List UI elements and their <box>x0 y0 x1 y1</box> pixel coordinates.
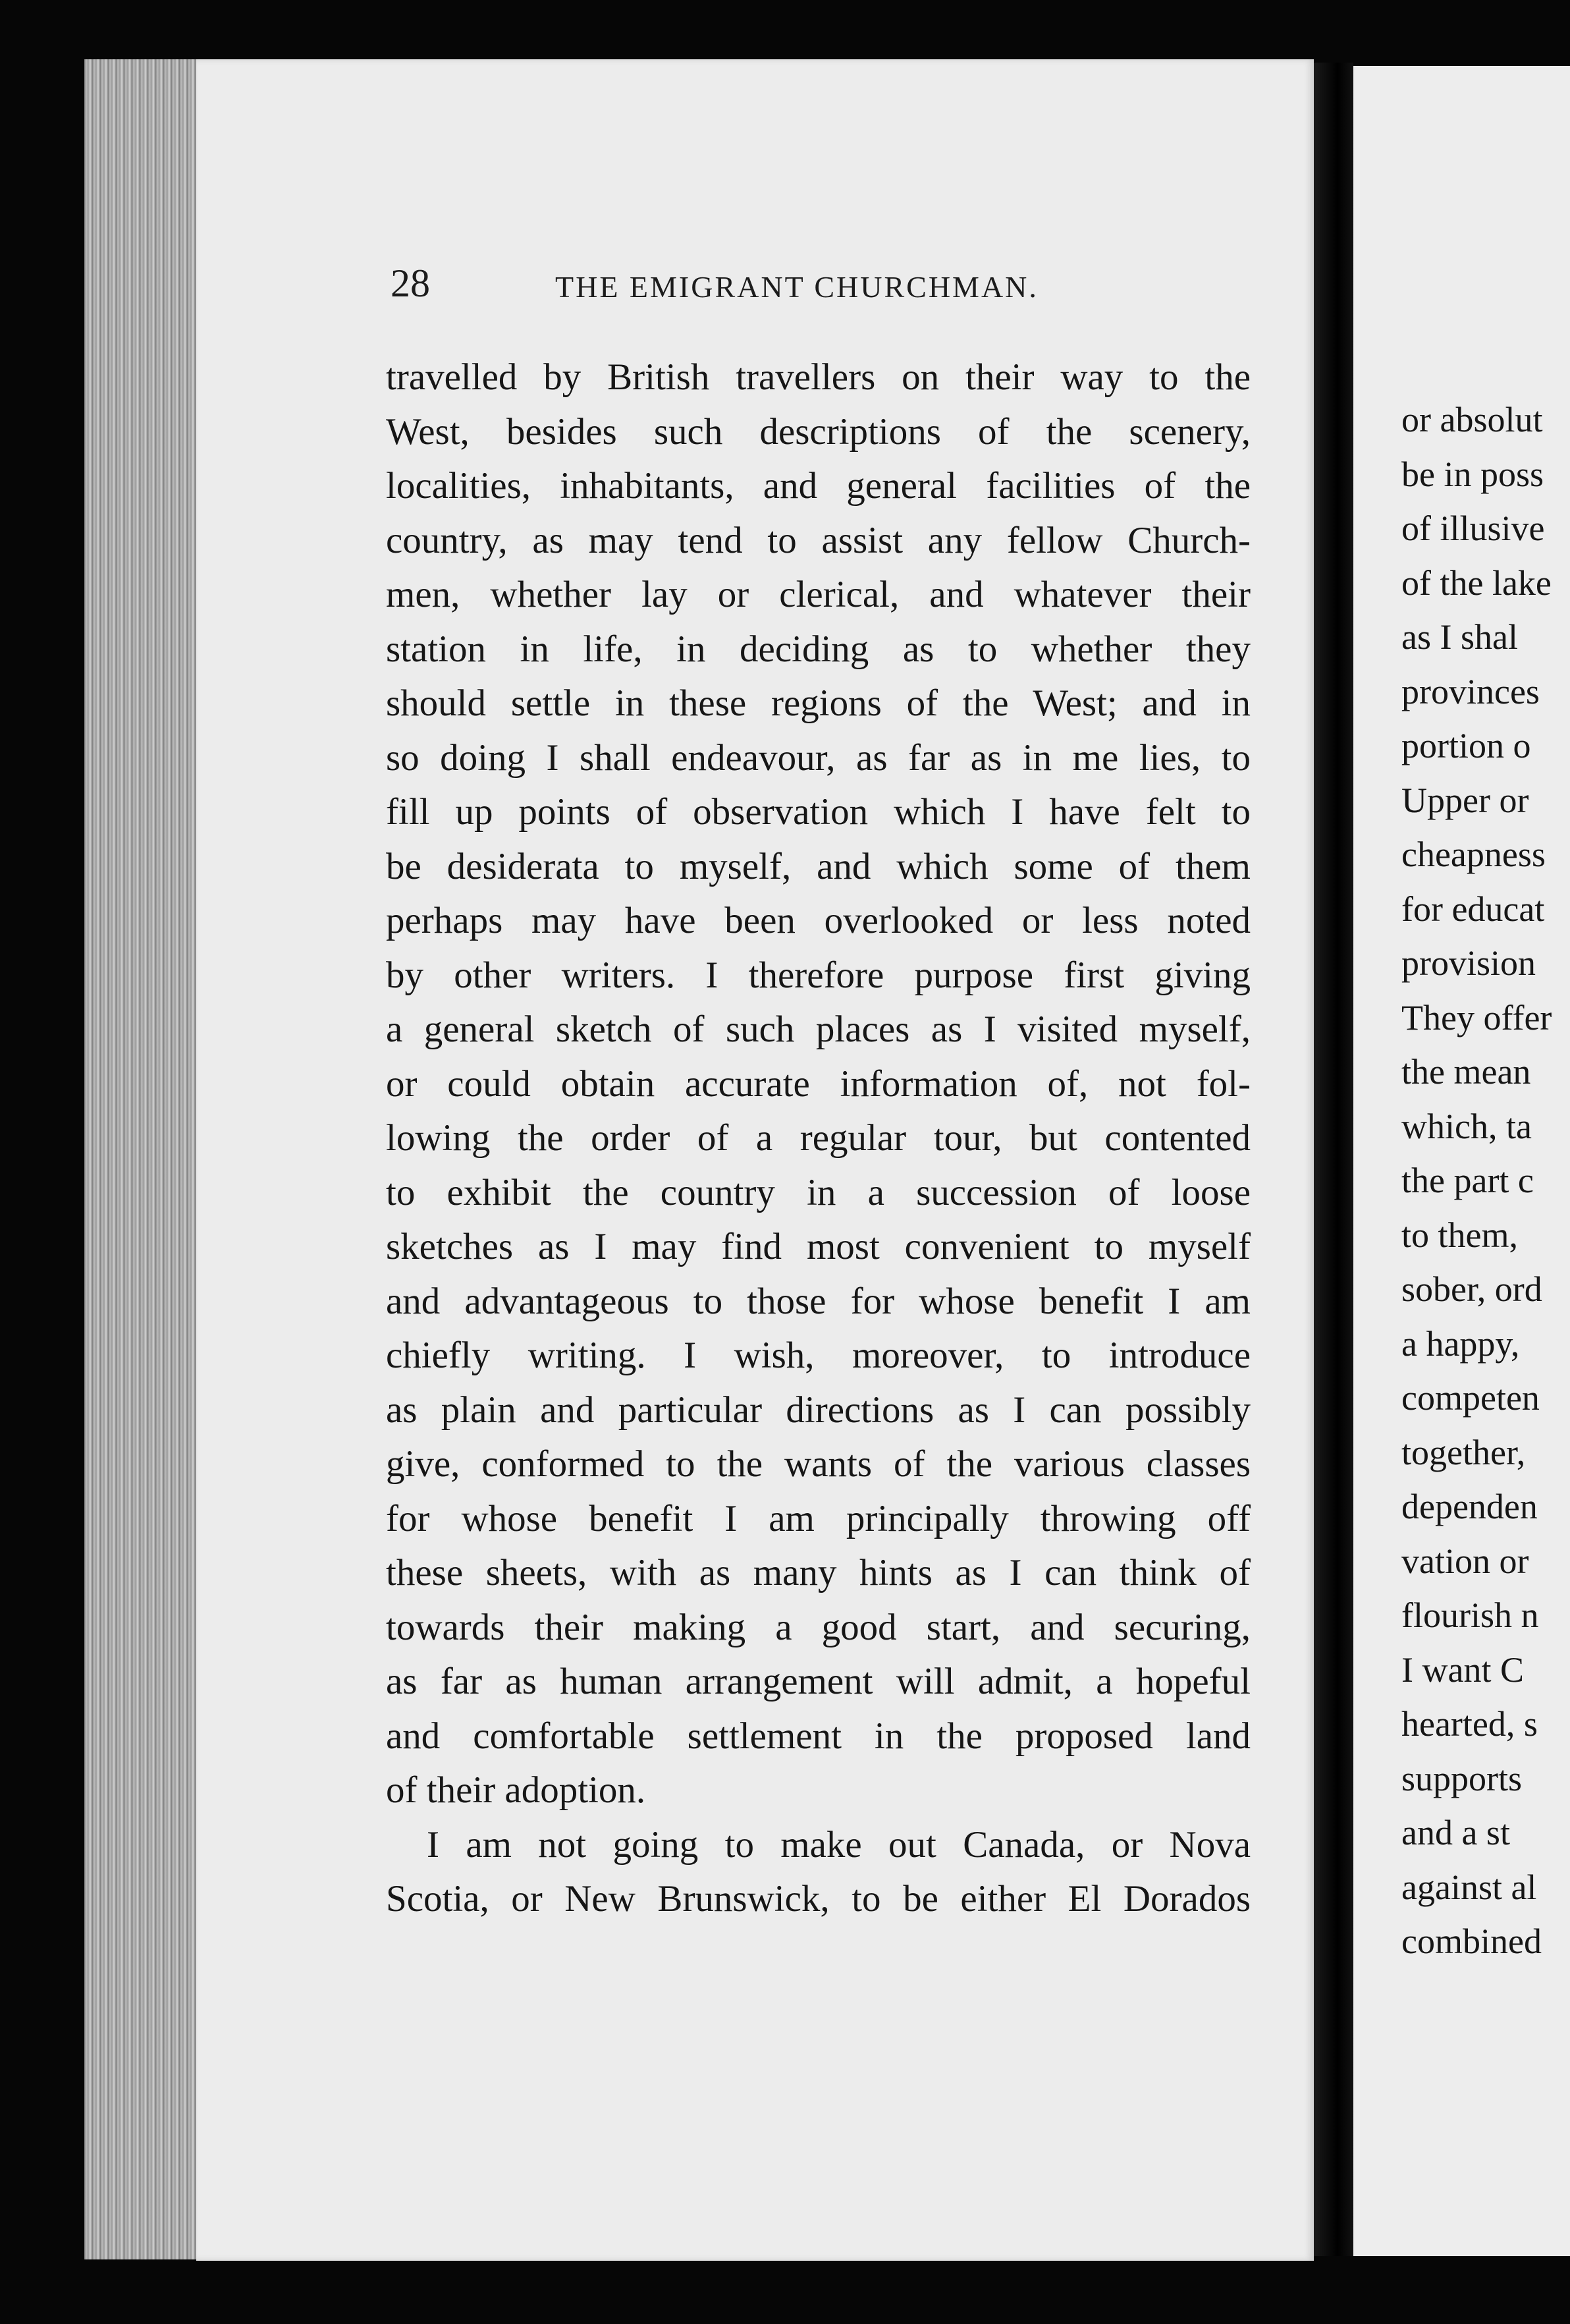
text-line: sketches as I may find most convenient to myself <box>386 1226 1251 1267</box>
facing-text-line: Upper or <box>1401 780 1529 820</box>
facing-text-line: combined <box>1401 1922 1542 1961</box>
text-line: station in life, in deciding as to whether they <box>386 628 1251 670</box>
text-line: should settle in these regions of the West; and in <box>386 682 1251 724</box>
facing-text-line: sober, ord <box>1401 1269 1542 1309</box>
text-line: towards their making a good start, and securing, <box>386 1606 1251 1648</box>
book-gutter <box>1314 63 1353 2256</box>
facing-text-line: or absolut <box>1401 400 1543 439</box>
text-line: by other writers. I therefore purpose first giving <box>386 954 1251 996</box>
text-line: perhaps may have been overlooked or less noted <box>386 900 1251 941</box>
text-line: so doing I shall endeavour, as far as in me lies, to <box>386 736 1251 779</box>
text-line: lowing the order of a regular tour, but contented <box>386 1117 1251 1159</box>
facing-text-line: for educat <box>1401 889 1545 929</box>
text-line: or could obtain accurate information of, not fol- <box>386 1063 1251 1105</box>
facing-text-line: competen <box>1401 1378 1540 1418</box>
facing-text-line: provision <box>1401 943 1536 983</box>
facing-text-line: to them, <box>1401 1215 1518 1255</box>
text-line: fill up points of observation which I have felt to <box>386 791 1251 833</box>
facing-text-line: hearted, s <box>1401 1704 1538 1744</box>
facing-text-line: portion o <box>1401 726 1531 765</box>
text-line: as far as human arrangement will admit, a hopeful <box>386 1661 1251 1702</box>
facing-text-line: the mean <box>1401 1052 1531 1092</box>
facing-text-line: dependen <box>1401 1487 1538 1526</box>
facing-text-line: They offer <box>1401 997 1552 1038</box>
facing-text-line: supports <box>1401 1758 1523 1798</box>
text-line: Scotia, or New Brunswick, to be either El Dorados <box>386 1878 1251 1920</box>
facing-text-line: a happy, <box>1401 1323 1520 1364</box>
facing-text-line: cheapness <box>1401 835 1546 874</box>
header-title: THE EMIGRANT CHURCHMAN. <box>555 270 1039 304</box>
page-number: 28 <box>391 262 430 305</box>
text-line: for whose benefit I am principally throwing off <box>386 1497 1251 1539</box>
text-line: a general sketch of such places as I visited myself, <box>386 1009 1251 1050</box>
text-line: travelled by British travellers on their way to the <box>386 356 1251 398</box>
body-text <box>386 350 1251 1927</box>
text-line: these sheets, with as many hints as I can think of <box>386 1552 1251 1593</box>
text-line: I am not going to make out Canada, or Nova <box>427 1823 1251 1866</box>
facing-text-line: of the lake <box>1401 563 1552 603</box>
facing-page-text <box>1401 393 1552 1969</box>
text-line: chiefly writing. I wish, moreover, to introduce <box>386 1335 1251 1376</box>
facing-text-line: which, ta <box>1401 1106 1532 1146</box>
text-line: and advantageous to those for whose benefit I am <box>386 1280 1251 1322</box>
facing-text-line: provinces <box>1401 671 1540 711</box>
facing-text-line: as I shal <box>1401 617 1518 657</box>
running-head <box>196 257 1314 310</box>
facing-text-line: against al <box>1401 1867 1537 1907</box>
facing-text-line: together, <box>1401 1432 1526 1472</box>
page-edges <box>84 59 196 2259</box>
text-line: and comfortable settlement in the proposed land <box>386 1715 1251 1757</box>
text-line: localities, inhabitants, and general facilities of the <box>386 465 1251 507</box>
text-line: country, as may tend to assist any fellow Church- <box>386 519 1251 561</box>
facing-text-line: the part c <box>1401 1161 1534 1200</box>
facing-text-line: be in poss <box>1401 454 1544 494</box>
facing-text-line: vation or <box>1401 1541 1529 1581</box>
facing-text-line: I want C <box>1401 1649 1524 1690</box>
text-line: West, besides such descriptions of the scenery, <box>386 410 1251 453</box>
facing-text-line: and a st <box>1401 1813 1510 1852</box>
facing-text-line: flourish n <box>1401 1595 1539 1635</box>
text-line: of their adoption. <box>386 1769 646 1811</box>
text-line: to exhibit the country in a succession of loose <box>386 1171 1251 1213</box>
text-line: as plain and particular directions as I can possibly <box>386 1389 1251 1431</box>
facing-text-line: of illusive <box>1401 509 1545 548</box>
text-line: be desiderata to myself, and which some of them <box>386 845 1251 887</box>
text-line: give, conformed to the wants of the various classes <box>386 1443 1251 1485</box>
text-line: men, whether lay or clerical, and whatever their <box>386 574 1251 615</box>
